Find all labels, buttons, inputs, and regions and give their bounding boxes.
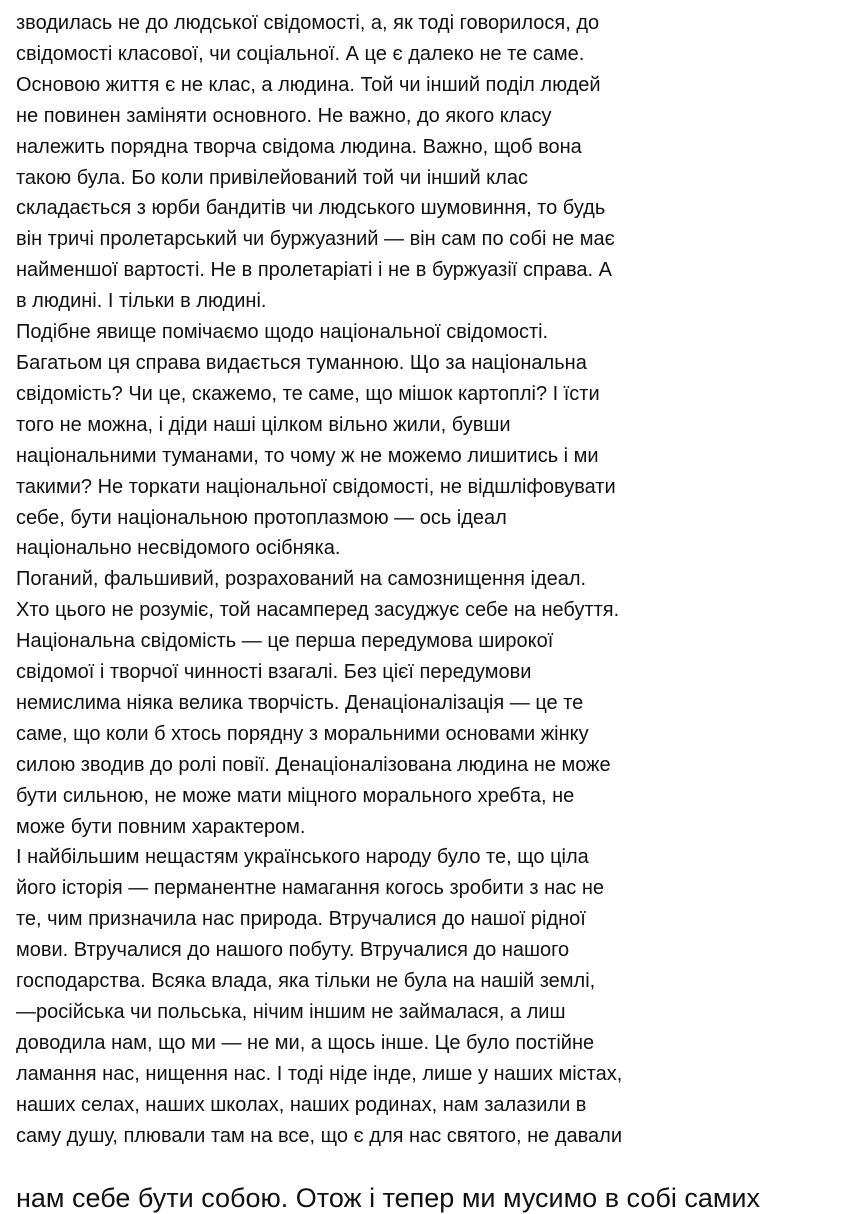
text-line: Поганий, фальшивий, розрахований на самознищення ідеал. [16,568,587,591]
text-line: —російська чи польська, нічим іншим не займалася, а лиш [16,1001,566,1023]
text-line: національними туманами, то чому ж не можемо лишитись і ми [16,444,599,467]
text-line: саму душу, плювали там на все, що є для нас святого, не давали [16,1124,623,1147]
text-line: саме, що коли б хтось порядну з моральними основами жінку [16,722,589,745]
text-line: Багатьом ця справа видається туманною. Що за національна [16,351,587,374]
text-line: себе, бути національною протоплазмою — ось ідеал [16,506,507,529]
text-line: в людині. І тільки в людині. [16,290,267,313]
document-page [16,8,856,1152]
text-line: може бути повним характером. [16,815,306,838]
text-line: належить порядна творча свідома людина. Важно, щоб вона [16,135,582,158]
text-line: наших селах, наших школах, наших родинах, нам залазили в [16,1093,587,1116]
text-line: зводилась не до людської свідомості, а, як тоді говорилося, до [16,12,600,34]
text-line: силою зводив до ролі повії. Денаціоналізована людина не може [16,753,611,776]
text-line: І найбільшим нещастям українського народу було те, що ціла [16,846,589,869]
text-line: того не можна, і діди наші цілком вільно жили, бувши [16,413,511,436]
text-line: немислима ніяка велика творчість. Денаціоналізація — це те [16,691,584,714]
text-line: такими? Не торкати національної свідомості, не відшліфовувати [16,475,616,498]
text-line: мови. Втручалися до нашого побуту. Втручалися до нашого [16,939,570,962]
text-line: господарства. Всяка влада, яка тільки не була на нашій землі, [16,970,596,993]
partially-visible-line: нам себе бути собою. Отож і тепер ми мусимо в собі самих [16,1183,760,1213]
text-line: Подібне явище помічаємо щодо національної свідомості. [16,321,549,344]
text-line: його історія — перманентне намагання когось зробити з нас не [16,877,604,900]
text-line: те, чим призначила нас природа. Втручалися до нашої рідної [16,908,586,931]
text-line: Хто цього не розуміє, той насамперед засуджує себе на небуття. [16,599,620,622]
text-line: свідомість? Чи це, скажемо, те саме, що мішок картоплі? І їсти [16,382,600,405]
text-line: Основою життя є не клас, а людина. Той чи інший поділ людей [16,73,601,96]
text-line: такою була. Бо коли привілейований той чи інший клас [16,166,528,189]
text-line: він тричі пролетарський чи буржуазний — він сам по собі не має [16,228,615,251]
text-line: не повинен заміняти основного. Не важно, до якого класу [16,104,552,127]
text-line: найменшої вартості. Не в пролетаріаті і не в буржуазії справа. А [16,259,612,282]
text-line: національно несвідомого осібняка. [16,537,341,560]
text-line: Національна свідомість — це перша передумова широкої [16,630,554,653]
text-line: бути сильною, не може мати міцного морального хребта, не [16,784,575,807]
text-line: ламання нас, нищення нас. І тоді ніде інде, лише у наших містах, [16,1062,623,1085]
text-line: свідомості класової, чи соціальної. А це є далеко не те саме. [16,42,585,65]
text-line: доводила нам, що ми — не ми, а щось інше. Це було постійне [16,1031,595,1054]
text-line: свідомої і творчої чинності взагалі. Без цієї передумови [16,661,532,684]
text-line: складається з юрби бандитів чи людського шумовиння, то будь [16,197,606,220]
